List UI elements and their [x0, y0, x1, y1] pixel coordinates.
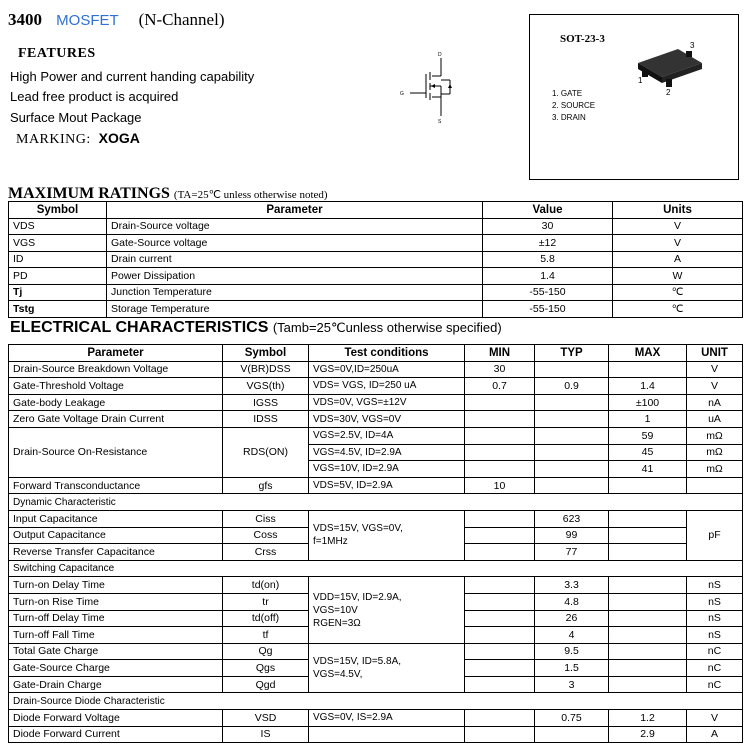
typ-cell: 4 — [535, 627, 609, 644]
min-cell — [465, 577, 535, 594]
electrical-heading: ELECTRICAL CHARACTERISTICS — [10, 319, 269, 336]
unit-cell: V — [687, 378, 743, 395]
document-header — [8, 10, 225, 30]
typ-cell: 99 — [535, 527, 609, 544]
param-cell: Turn-on Rise Time — [9, 593, 223, 610]
table-row — [9, 284, 743, 301]
min-cell — [465, 411, 535, 428]
gate-label: G — [400, 91, 404, 97]
table-row — [9, 235, 743, 252]
max-cell: 1 — [609, 411, 687, 428]
table-header-row — [9, 345, 743, 362]
pin-label: 1. GATE — [552, 89, 583, 98]
unit-cell: ℃ — [613, 301, 743, 318]
symbol-cell: Qgs — [223, 660, 309, 677]
typ-cell — [535, 427, 609, 444]
unit-cell — [687, 477, 743, 494]
cond-cell — [309, 577, 465, 643]
electrical-title — [10, 319, 502, 337]
min-cell — [465, 394, 535, 411]
symbol-cell: Tj — [9, 284, 107, 301]
value-cell: ±12 — [483, 235, 613, 252]
parameter-cell: Gate-Source voltage — [107, 235, 483, 252]
source-label: S — [438, 119, 442, 125]
symbol-cell: tf — [223, 627, 309, 644]
mosfet-symbol-icon — [398, 50, 458, 125]
table-row — [9, 378, 743, 395]
symbol-cell: RDS(ON) — [223, 427, 309, 477]
unit-cell: nC — [687, 660, 743, 677]
cond-cell: VGS=2.5V, ID=4A — [309, 427, 465, 444]
unit-cell: ℃ — [613, 284, 743, 301]
symbol-cell: IS — [223, 726, 309, 743]
param-cell: Total Gate Charge — [9, 643, 223, 660]
symbol-cell: IDSS — [223, 411, 309, 428]
param-cell: Zero Gate Voltage Drain Current — [9, 411, 223, 428]
min-cell — [465, 461, 535, 478]
part-number: 3400 — [8, 10, 42, 29]
column-header: MIN — [465, 345, 535, 362]
min-cell — [465, 726, 535, 743]
param-cell: Turn-on Delay Time — [9, 577, 223, 594]
marking — [16, 130, 140, 148]
cond-line: f=1MHz — [313, 536, 348, 548]
unit-cell: mΩ — [687, 444, 743, 461]
cond-cell — [309, 726, 465, 743]
typ-cell — [535, 361, 609, 378]
section-row — [9, 494, 743, 511]
column-header: Symbol — [9, 202, 107, 219]
typ-cell — [535, 444, 609, 461]
param-cell: Input Capacitance — [9, 510, 223, 527]
value-cell: -55-150 — [483, 284, 613, 301]
column-header: Parameter — [107, 202, 483, 219]
section-title: Dynamic Characteristic — [9, 494, 743, 511]
param-cell: Gate-body Leakage — [9, 394, 223, 411]
channel-type: (N-Channel) — [138, 10, 225, 29]
min-cell — [465, 676, 535, 693]
param-cell: Diode Forward Voltage — [9, 710, 223, 727]
cond-cell: VGS=0V,ID=250uA — [309, 361, 465, 378]
cond-cell: VDS= VGS, ID=250 uA — [309, 378, 465, 395]
unit-cell: nS — [687, 593, 743, 610]
column-header: MAX — [609, 345, 687, 362]
parameter-cell: Storage Temperature — [107, 301, 483, 318]
symbol-cell: ID — [9, 251, 107, 268]
unit-cell: nC — [687, 676, 743, 693]
min-cell — [465, 660, 535, 677]
max-cell — [609, 643, 687, 660]
unit-cell: nS — [687, 577, 743, 594]
pin-2-number: 2 — [666, 88, 671, 95]
param-cell: Turn-off Fall Time — [9, 627, 223, 644]
symbol-cell: Ciss — [223, 510, 309, 527]
min-cell — [465, 710, 535, 727]
column-header: Symbol — [223, 345, 309, 362]
unit-cell: uA — [687, 411, 743, 428]
electrical-condition: (Tamb=25℃unless otherwise specified) — [272, 320, 502, 335]
max-cell — [609, 477, 687, 494]
symbol-cell: Qg — [223, 643, 309, 660]
max-cell: 2.9 — [609, 726, 687, 743]
typ-cell: 3.3 — [535, 577, 609, 594]
unit-cell: W — [613, 268, 743, 285]
max-ratings-table — [8, 201, 743, 318]
feature-item: Surface Mout Package — [10, 110, 142, 125]
max-cell: 1.4 — [609, 378, 687, 395]
cond-cell: VDS=5V, ID=2.9A — [309, 477, 465, 494]
value-cell: 30 — [483, 218, 613, 235]
max-cell — [609, 361, 687, 378]
symbol-cell: Qgd — [223, 676, 309, 693]
pin-1-number: 1 — [638, 76, 643, 85]
cond-line: VDD=15V, ID=2.9A, — [313, 591, 402, 603]
typ-cell — [535, 411, 609, 428]
table-row — [9, 577, 743, 594]
section-row — [9, 560, 743, 577]
typ-cell — [535, 461, 609, 478]
parameter-cell: Drain-Source voltage — [107, 218, 483, 235]
unit-cell: A — [687, 726, 743, 743]
min-cell — [465, 610, 535, 627]
typ-cell: 623 — [535, 510, 609, 527]
max-cell — [609, 577, 687, 594]
min-cell — [465, 544, 535, 561]
symbol-cell: Coss — [223, 527, 309, 544]
package-title: SOT-23-3 — [560, 33, 605, 45]
max-cell — [609, 660, 687, 677]
param-cell: Gate-Drain Charge — [9, 676, 223, 693]
table-row — [9, 726, 743, 743]
column-header: Units — [613, 202, 743, 219]
pin-label: 2. SOURCE — [552, 101, 596, 110]
column-header: Test conditions — [309, 345, 465, 362]
table-row — [9, 394, 743, 411]
pin-3-number: 3 — [690, 41, 695, 50]
unit-cell: V — [613, 235, 743, 252]
typ-cell: 0.75 — [535, 710, 609, 727]
param-cell: Gate-Source Charge — [9, 660, 223, 677]
marking-value: XOGA — [98, 130, 140, 146]
column-header: Parameter — [9, 345, 223, 362]
min-cell — [465, 593, 535, 610]
cond-line: VGS=10V — [313, 604, 358, 616]
max-cell: 1.2 — [609, 710, 687, 727]
parameter-cell: Junction Temperature — [107, 284, 483, 301]
table-row — [9, 427, 743, 444]
max-cell: 41 — [609, 461, 687, 478]
feature-item: Lead free product is acquired — [10, 89, 179, 104]
symbol-cell: td(off) — [223, 610, 309, 627]
max-cell — [609, 544, 687, 561]
min-cell: 0.7 — [465, 378, 535, 395]
package-box — [529, 14, 739, 180]
unit-cell: mΩ — [687, 427, 743, 444]
symbol-cell: IGSS — [223, 394, 309, 411]
cond-cell: VDS=0V, VGS=±12V — [309, 394, 465, 411]
drain-label: D — [438, 52, 442, 58]
cond-line: VGS=4.5V, — [313, 669, 363, 681]
max-ratings-condition: (TA=25℃ unless otherwise noted) — [173, 189, 328, 201]
typ-cell: 26 — [535, 610, 609, 627]
pin-label: 3. DRAIN — [552, 113, 586, 122]
param-cell: Forward Transconductance — [9, 477, 223, 494]
param-cell: Turn-off Delay Time — [9, 610, 223, 627]
table-row — [9, 251, 743, 268]
min-cell: 10 — [465, 477, 535, 494]
param-cell: Diode Forward Current — [9, 726, 223, 743]
mosfet-link[interactable]: MOSFET — [56, 12, 119, 29]
min-cell — [465, 427, 535, 444]
symbol-cell: VDS — [9, 218, 107, 235]
unit-cell: nA — [687, 394, 743, 411]
min-cell — [465, 627, 535, 644]
symbol-cell: VGS(th) — [223, 378, 309, 395]
section-title: Switching Capacitance — [9, 560, 743, 577]
min-cell — [465, 527, 535, 544]
typ-cell: 1.5 — [535, 660, 609, 677]
max-cell — [609, 510, 687, 527]
symbol-cell: VGS — [9, 235, 107, 252]
unit-cell: V — [687, 361, 743, 378]
typ-cell: 4.8 — [535, 593, 609, 610]
table-row — [9, 510, 743, 527]
cond-cell: VGS=10V, ID=2.9A — [309, 461, 465, 478]
table-row — [9, 218, 743, 235]
unit-cell: nC — [687, 643, 743, 660]
parameter-cell: Drain current — [107, 251, 483, 268]
cond-cell — [309, 510, 465, 560]
min-cell — [465, 444, 535, 461]
max-cell — [609, 627, 687, 644]
typ-cell: 9.5 — [535, 643, 609, 660]
unit-cell: A — [613, 251, 743, 268]
cond-cell: VGS=4.5V, ID=2.9A — [309, 444, 465, 461]
cond-cell: VGS=0V, IS=2.9A — [309, 710, 465, 727]
parameter-cell: Power Dissipation — [107, 268, 483, 285]
electrical-table — [8, 344, 743, 743]
value-cell: -55-150 — [483, 301, 613, 318]
features-title: FEATURES — [18, 46, 96, 61]
max-cell — [609, 676, 687, 693]
symbol-cell: PD — [9, 268, 107, 285]
unit-cell: nS — [687, 610, 743, 627]
typ-cell: 0.9 — [535, 378, 609, 395]
symbol-cell: gfs — [223, 477, 309, 494]
max-cell — [609, 610, 687, 627]
min-cell: 30 — [465, 361, 535, 378]
symbol-cell: V(BR)DSS — [223, 361, 309, 378]
param-cell: Drain-Source On-Resistance — [9, 427, 223, 477]
max-cell: ±100 — [609, 394, 687, 411]
min-cell — [465, 510, 535, 527]
cond-line: RGEN=3Ω — [313, 617, 361, 629]
param-cell: Reverse Transfer Capacitance — [9, 544, 223, 561]
marking-label: MARKING: — [16, 132, 91, 147]
symbol-cell: VSD — [223, 710, 309, 727]
symbol-cell: Tstg — [9, 301, 107, 318]
symbol-cell: td(on) — [223, 577, 309, 594]
cond-line: VDS=15V, VGS=0V, — [313, 523, 403, 535]
typ-cell — [535, 726, 609, 743]
value-cell: 5.8 — [483, 251, 613, 268]
typ-cell — [535, 477, 609, 494]
column-header: TYP — [535, 345, 609, 362]
table-row — [9, 361, 743, 378]
cond-cell — [309, 643, 465, 693]
typ-cell: 3 — [535, 676, 609, 693]
column-header: Value — [483, 202, 613, 219]
table-row — [9, 301, 743, 318]
table-row — [9, 268, 743, 285]
column-header: UNIT — [687, 345, 743, 362]
param-cell: Gate-Threshold Voltage — [9, 378, 223, 395]
typ-cell: 77 — [535, 544, 609, 561]
table-row — [9, 643, 743, 660]
table-row — [9, 411, 743, 428]
max-cell: 45 — [609, 444, 687, 461]
unit-cell: mΩ — [687, 461, 743, 478]
section-row — [9, 693, 743, 710]
max-ratings-heading: MAXIMUM RATINGS — [8, 185, 170, 202]
unit-cell: nS — [687, 627, 743, 644]
table-header-row — [9, 202, 743, 219]
unit-cell: pF — [687, 510, 743, 560]
feature-item: High Power and current handing capability — [10, 69, 255, 84]
cond-cell: VDS=30V, VGS=0V — [309, 411, 465, 428]
symbol-cell: tr — [223, 593, 309, 610]
section-title: Drain-Source Diode Characteristic — [9, 693, 743, 710]
param-cell: Drain-Source Breakdown Voltage — [9, 361, 223, 378]
min-cell — [465, 643, 535, 660]
sot23-package-icon — [630, 35, 710, 95]
max-cell: 59 — [609, 427, 687, 444]
cond-line: VDS=15V, ID=5.8A, — [313, 656, 402, 668]
max-cell — [609, 527, 687, 544]
table-row — [9, 477, 743, 494]
param-cell: Output Capacitance — [9, 527, 223, 544]
value-cell: 1.4 — [483, 268, 613, 285]
table-row — [9, 710, 743, 727]
unit-cell: V — [613, 218, 743, 235]
max-cell — [609, 593, 687, 610]
symbol-cell: Crss — [223, 544, 309, 561]
typ-cell — [535, 394, 609, 411]
unit-cell: V — [687, 710, 743, 727]
